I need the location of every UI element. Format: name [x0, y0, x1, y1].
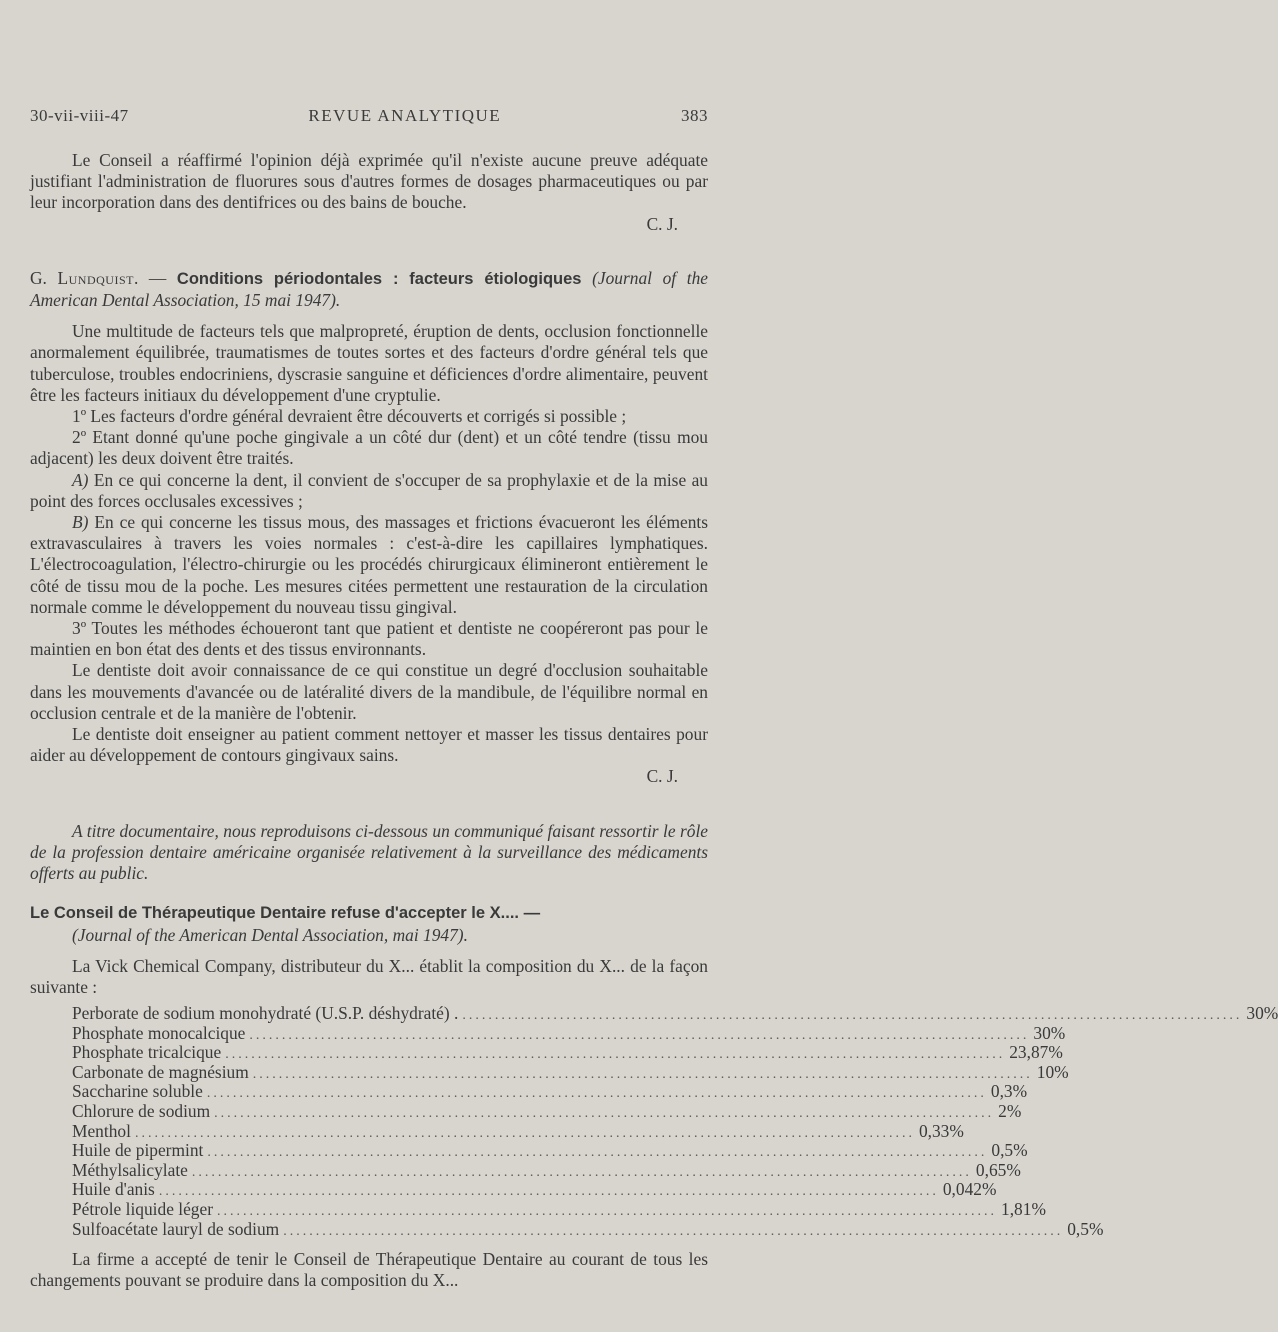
ingredient-value: 23,87: [1009, 1042, 1049, 1063]
composition-row: [72, 1120, 964, 1142]
ingredient-unit: %: [1006, 1101, 1022, 1122]
leader-dots: ........................................................................................................................: [191, 1164, 972, 1180]
ingredient-unit: %: [1048, 1042, 1063, 1063]
header-journal-title: REVUE ANALYTIQUE: [308, 106, 502, 125]
composition-row: [72, 1179, 997, 1200]
paragraph-vick: La Vick Chemical Company, distributeur du X... établit la composition du X... de la façon suivante :: [30, 955, 708, 997]
paragraph-dentiste-1: Le dentiste doit avoir connaissance de ce qui constitue un degré d'occlusion souhaitable dans les mouvements d'avancée ou de latéralité divers de la mandibule, de l'équilibre normal en occlusion centrale et de la manière de l'obtenir.: [30, 660, 708, 723]
paragraph-point-a: [30, 470, 708, 512]
leader-dots: ........................................................................................................................: [283, 1223, 1064, 1239]
composition-row: [72, 1022, 1066, 1044]
paragraph-point-3: 3º Toutes les méthodes échoueront tant que patient et dentiste ne coopéreront pas pour le maintien en bon état des dents et des tissus environnants.: [30, 618, 708, 660]
signature-2: C. J.: [646, 766, 678, 787]
heading-dash: . —: [133, 267, 177, 288]
leader-dots: ........................................................................................................................: [206, 1086, 987, 1102]
paragraph-point-1: 1º Les facteurs d'ordre général devraient être découverts et corrigés si possible ;: [72, 406, 627, 427]
leader-dots: ........................................................................................................................: [217, 1204, 998, 1220]
ingredient-unit: %: [1054, 1061, 1069, 1082]
author-name: Lundquist: [57, 267, 134, 288]
signature-line-1: [30, 214, 708, 235]
ingredient-name: Perborate de sodium monohydraté (U.S.P. déshydraté) .: [72, 1003, 459, 1024]
ingredient-unit: %: [1012, 1081, 1028, 1102]
ingredient-name: Saccharine soluble: [72, 1081, 203, 1102]
ingredient-name: Phosphate monocalcique: [72, 1022, 246, 1043]
page-body: [30, 150, 1278, 1292]
composition-row: [72, 1140, 1028, 1161]
ingredient-name: Huile d'anis: [72, 1179, 155, 1200]
composition-row: [72, 1061, 1069, 1083]
ingredient-value: 1,81: [1001, 1199, 1032, 1220]
ingredient-unit: %: [1263, 1003, 1278, 1024]
leader-dots: ........................................................................................................................: [225, 1047, 1006, 1063]
leader-dots: ........................................................................................................................: [134, 1125, 915, 1141]
ingredient-unit: %: [1031, 1199, 1046, 1220]
header-date: 30-vii-viii-47: [30, 106, 129, 125]
page-number: 383: [680, 106, 708, 125]
label-a: A): [72, 469, 89, 490]
paragraph-conseil: Le Conseil a réaffirmé l'opinion déjà exprimée qu'il n'existe aucune preuve adéquate justifiant l'administration de fluorures sous d'autres formes de dosages pharmaceutiques ou par leur incorporation dans des dentifrices ou des bains de bouche.: [30, 150, 708, 213]
article-heading-2: [30, 902, 708, 945]
ingredient-name: Huile de pipermint: [72, 1140, 204, 1161]
signature-1: C. J.: [646, 213, 678, 234]
composition-row: [72, 1101, 1022, 1122]
composition-table: [30, 1003, 1278, 1239]
ingredient-unit: %: [949, 1120, 964, 1141]
ingredient-value: 0,5: [1067, 1218, 1089, 1239]
signature-line-2: [30, 766, 708, 787]
composition-row: [72, 1218, 1104, 1240]
ingredient-unit: %: [1013, 1140, 1028, 1161]
leader-dots: ........................................................................................................................: [252, 1066, 1033, 1082]
ingredient-unit: %: [1050, 1022, 1066, 1043]
leader-dots: ........................................................................................................................: [214, 1106, 995, 1122]
ingredient-unit: %: [1006, 1159, 1021, 1180]
ingredient-name: Méthylsalicylate: [72, 1159, 188, 1180]
composition-row: [72, 1003, 1278, 1024]
ingredient-unit: %: [1088, 1218, 1104, 1239]
paragraph-documentaire: A titre documentaire, nous reproduisons ci-dessous un communiqué faisant ressortir le rôle de la profession dentaire américaine organisée relativement à la surveillance des médicaments offerts au public.: [30, 820, 708, 884]
ingredient-name: Pétrole liquide léger: [72, 1199, 214, 1220]
ingredient-name: Sulfoacétate lauryl de sodium: [72, 1218, 280, 1239]
paragraph-point-2: 2º Etant donné qu'une poche gingivale a un côté dur (dent) et un côté tendre (tissu mou adjacent) les deux doivent être traités.: [30, 427, 708, 469]
ingredient-name: Carbonate de magnésium: [72, 1061, 249, 1082]
ingredient-value: 0,65: [975, 1159, 1007, 1180]
ingredient-name: Menthol: [72, 1120, 131, 1141]
leader-dots: ........................................................................................................................: [249, 1027, 1030, 1043]
leader-dots: ........................................................................................................................: [462, 1008, 1243, 1024]
ingredient-value: 30: [1246, 1003, 1264, 1024]
composition-row: [72, 1199, 1046, 1220]
ingredient-value: 0,33: [918, 1120, 950, 1141]
label-b: B): [72, 512, 89, 533]
composition-row: [72, 1042, 1063, 1063]
ingredient-name: Phosphate tricalcique: [72, 1042, 222, 1063]
author-initial: G.: [30, 267, 58, 288]
composition-row: [72, 1159, 1021, 1181]
article-source-2: (Journal of the American Dental Association, mai 1947).: [72, 924, 468, 945]
article-title-1: Conditions périodontales : facteurs étiologiques: [176, 269, 582, 288]
ingredient-value: 2: [998, 1101, 1007, 1122]
ingredient-value: 10: [1036, 1061, 1055, 1082]
text-b: En ce qui concerne les tissus mous, des massages et frictions évacueront les éléments extravasculaires à travers les voies normales : c'est-à-dire les capillaires lymphatiques. L'électrocoagulation, l'électro-chirurgie ou les procédés chirurgicaux élimineront entièrement le côté de tissu mou de la poche. Les mesures citées permettent une restauration de la circulation normale comme le développement du nouveau tissu gingival.: [30, 512, 708, 617]
ingredient-value: 30: [1033, 1022, 1051, 1043]
article-source-1: (Journal of the American Dental Association, 15 mai 1947).: [30, 267, 708, 311]
leader-dots: ........................................................................................................................: [207, 1145, 988, 1161]
paragraph-point-b: [30, 512, 708, 618]
ingredient-unit: %: [981, 1179, 997, 1200]
paragraph-dentiste-2: Le dentiste doit enseigner au patient comment nettoyer et masser les tissus dentaires pour aider au développement de contours gingivaux sains.: [30, 724, 708, 766]
article-heading-1: [30, 268, 708, 311]
running-header: [30, 106, 708, 126]
ingredient-value: 0,5: [991, 1140, 1014, 1161]
paragraph-multitude: Une multitude de facteurs tels que malpropreté, éruption de dents, occlusion fonctionnelle anormalement équilibrée, traumatismes de toutes sortes et des facteurs d'ordre général tels que tuberculose, troubles endocriniens, dyscrasie sanguine et déficiences d'ordre alimentaire, peuvent être les facteurs initiaux du développement d'une cryptulie.: [30, 321, 708, 405]
article-title-2: Le Conseil de Thérapeutique Dentaire refuse d'accepter le X.... —: [30, 904, 541, 923]
ingredient-name: Chlorure de sodium: [72, 1101, 211, 1122]
ingredient-value: 0,042: [942, 1179, 982, 1200]
text-a: En ce qui concerne la dent, il convient de s'occuper de sa prophylaxie et de la mise au point des forces occlusales excessives ;: [30, 469, 708, 511]
leader-dots: ........................................................................................................................: [158, 1184, 939, 1200]
composition-row: [72, 1081, 1028, 1102]
ingredient-value: 0,3: [990, 1081, 1013, 1102]
paragraph-firme: La firme a accepté de tenir le Conseil de Thérapeutique Dentaire au courant de tous les changements pouvant se produire dans la composition du X...: [30, 1249, 708, 1291]
